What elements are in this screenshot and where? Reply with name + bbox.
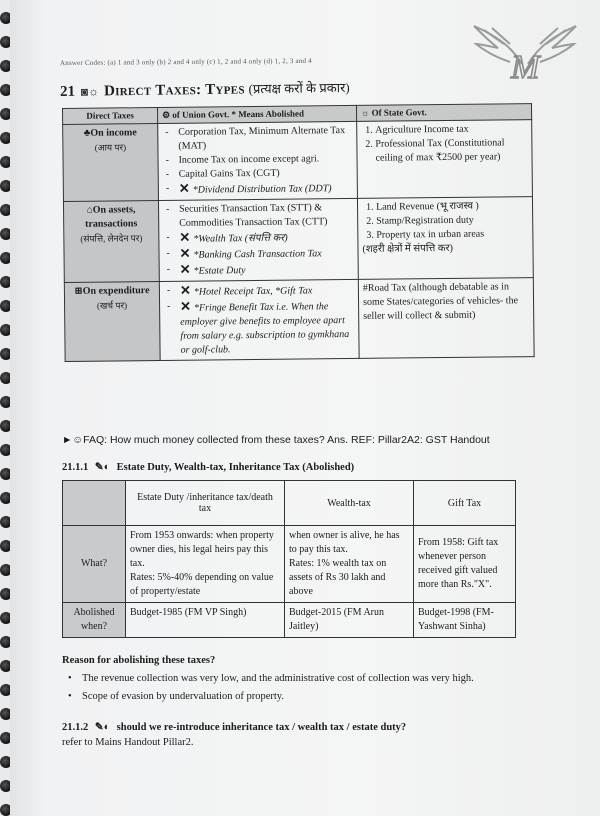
money-icon: ♣: [83, 127, 91, 139]
refer-text: refer to Mains Handout Pillar2.: [62, 737, 194, 748]
table-row: [63, 603, 516, 638]
row-label-income: [63, 123, 159, 201]
rates-value: 5%-40% depending on value of property/estate: [130, 572, 274, 597]
row-label-text: On expenditure: [82, 285, 150, 297]
estate-what-cell: [126, 526, 285, 603]
state-cell-assets: [357, 197, 533, 280]
section-title-hindi: (प्रत्यक्ष करों के प्रकार): [248, 79, 350, 97]
rates-label: Rates:: [289, 558, 314, 569]
list-item: - Securities Transaction Tax (STT) & Commodities Transaction Tax (CTT): [177, 201, 353, 231]
abolished-icon: ✕: [179, 229, 191, 245]
list-item: - Income Tax on income except agri.: [176, 152, 352, 168]
col-head-state: [356, 104, 531, 122]
subsection-title: Estate Duty, Wealth-tax, Inheritance Tax (Abolished): [116, 462, 355, 473]
list-item: - Capital Gains Tax (CGT): [177, 166, 353, 182]
list-item: 3. Property tax in urban areas: [376, 227, 528, 243]
col-head-state-text: Of State Govt.: [371, 107, 427, 118]
reason-point: • The revenue collection was very low, and the administrative cost of collection was very high.: [82, 673, 474, 684]
list-item: [177, 180, 353, 198]
bulb-icon: ☼: [87, 84, 100, 99]
logo-letter: M: [511, 49, 540, 84]
list-item-text: *Banking Cash Transaction Tax: [193, 248, 322, 261]
state-cell-income: [357, 120, 533, 199]
wealth-rates: [289, 557, 409, 599]
abolished-icon: ✕: [178, 180, 190, 196]
list-item-text: *Dividend Distribution Tax (DDT): [192, 183, 332, 196]
abolished-icon: ✕: [179, 282, 191, 298]
house-icon: ⌂: [86, 204, 93, 216]
union-icon: ⚙: [162, 109, 173, 120]
list-item: [177, 245, 353, 263]
wealth-abolished-cell: Budget-2015 (FM Arun Jaitley): [285, 603, 414, 638]
union-cell-income: [158, 121, 358, 200]
reason-heading: Reason for abolishing these taxes?: [62, 655, 216, 666]
list-item: 1. Agriculture Income tax: [375, 122, 527, 138]
section-title: Direct Taxes: Types: [103, 81, 245, 100]
corner-cell: [63, 481, 126, 526]
list-item-text: *Wealth Tax (संपत्ति कर): [193, 232, 288, 245]
subsection-heading-2112: [62, 721, 406, 733]
row-label-abolished: Abolished when?: [63, 603, 126, 638]
section-heading: [60, 78, 350, 101]
faq-text: FAQ: How much money collected from these taxes? Ans. REF: Pillar2A2: GST Handout: [83, 434, 490, 446]
list-item: [178, 282, 354, 300]
state-note: (शहरी क्षेत्रों में संपत्ति कर): [362, 242, 453, 255]
subsection-heading-2111: [62, 461, 354, 473]
gift-abolished-cell: Budget-1998 (FM-Yashwant Sinha): [414, 603, 516, 638]
wealth-what-text: when owner is alive, he has to pay this tax.: [289, 530, 400, 555]
answer-codes: Answer Codes: (a) 1 and 3 only (b) 2 and 4 only (c) 1, 2 and 4 only (d) 1, 2, 3 and 4: [59, 56, 312, 68]
list-item: [178, 298, 355, 358]
table-row: [64, 278, 534, 362]
pointer-icon: ►☺: [62, 434, 84, 446]
cart-icon: ⊞: [74, 285, 83, 297]
row-label-what: What?: [63, 526, 126, 603]
union-cell-expenditure: [159, 279, 359, 360]
subsection-title: should we re-introduce inheritance tax / wealth tax / estate duty?: [116, 722, 407, 733]
row-label-hindi: (आय पर): [94, 142, 127, 153]
row-label-assets: [63, 200, 159, 282]
wealth-what-cell: [285, 526, 414, 603]
estate-wealth-gift-table: [62, 480, 516, 638]
row-label-hindi: (खर्च पर): [96, 300, 128, 311]
direct-taxes-table: [62, 103, 535, 362]
list-item: 2. Professional Tax (Constitutional ceiling of max ₹2500 per year): [375, 136, 527, 166]
list-item: 1. Land Revenue (भू राजस्व ): [376, 199, 528, 215]
list-item: - Corporation Tax, Minimum Alternate Tax (MAT): [176, 124, 352, 154]
col-head-union-text: of Union Govt. * Means Abolished: [172, 108, 304, 120]
rates-label: Rates:: [130, 572, 155, 583]
section-number: 21: [59, 83, 76, 101]
union-cell-assets: [158, 198, 358, 281]
subsection-number: 21.1.1: [62, 462, 89, 473]
gift-what-cell: From 1958: Gift tax whenever person received gift valued more than Rs."X".: [414, 526, 516, 603]
reason-point: • Scope of evasion by undervaluation of property.: [82, 691, 284, 702]
abolished-icon: ✕: [179, 245, 191, 261]
col-head-estate: Estate Duty /inheritance tax/death tax: [126, 481, 285, 526]
camera-icon: ◙: [80, 84, 89, 99]
estate-abolished-cell: Budget-1985 (FM VP Singh): [126, 603, 285, 638]
col-head-gift: Gift Tax: [414, 481, 516, 526]
heading-icons: [81, 84, 102, 98]
state-cell-expenditure: #Road Tax (although debatable as in some States/categories of vehicles- the seller will collect & submit): [358, 278, 534, 359]
list-item: [178, 261, 354, 279]
row-label-hindi: (संपत्ति, लेनदेन पर): [80, 233, 143, 244]
table-row: [63, 120, 533, 202]
pen-icon: ✎◐: [94, 462, 111, 473]
table-row: [63, 526, 516, 603]
table-header-row: [63, 481, 516, 526]
list-item-text: *Hotel Receipt Tax, *Gift Tax: [193, 285, 313, 298]
abolished-icon: ✕: [180, 298, 192, 314]
pen-icon: ✎◐: [94, 722, 111, 733]
row-label-expenditure: [64, 281, 160, 361]
list-item: [177, 229, 353, 247]
list-item-text: *Estate Duty: [193, 265, 246, 277]
abolished-icon: ✕: [179, 261, 191, 277]
row-label-text: On assets, transactions: [85, 204, 138, 230]
faq-line: [62, 434, 490, 446]
rates-value: 1% wealth tax on assets of Rs 30 lakh and above: [289, 558, 387, 597]
col-head-wealth: Wealth-tax: [285, 481, 414, 526]
list-item: 2. Stamp/Registration duty: [376, 213, 528, 229]
col-head-direct: Direct Taxes: [63, 107, 158, 124]
table-row: [63, 197, 533, 283]
state-icon: ☼: [361, 107, 372, 118]
wings-logo: [470, 14, 580, 84]
row-label-text: On income: [90, 127, 137, 139]
estate-rates: [130, 571, 280, 599]
estate-what-text: From 1953 onwards: when property owner dies, his legal heirs pay this tax.: [130, 530, 274, 569]
list-item-text: *Fringe Benefit Tax i.e. When the employer give benefits to employee apart from salary e.g. subscription to gymkhana or golf-club.: [180, 301, 350, 356]
subsection-number: 21.1.2: [62, 722, 89, 733]
